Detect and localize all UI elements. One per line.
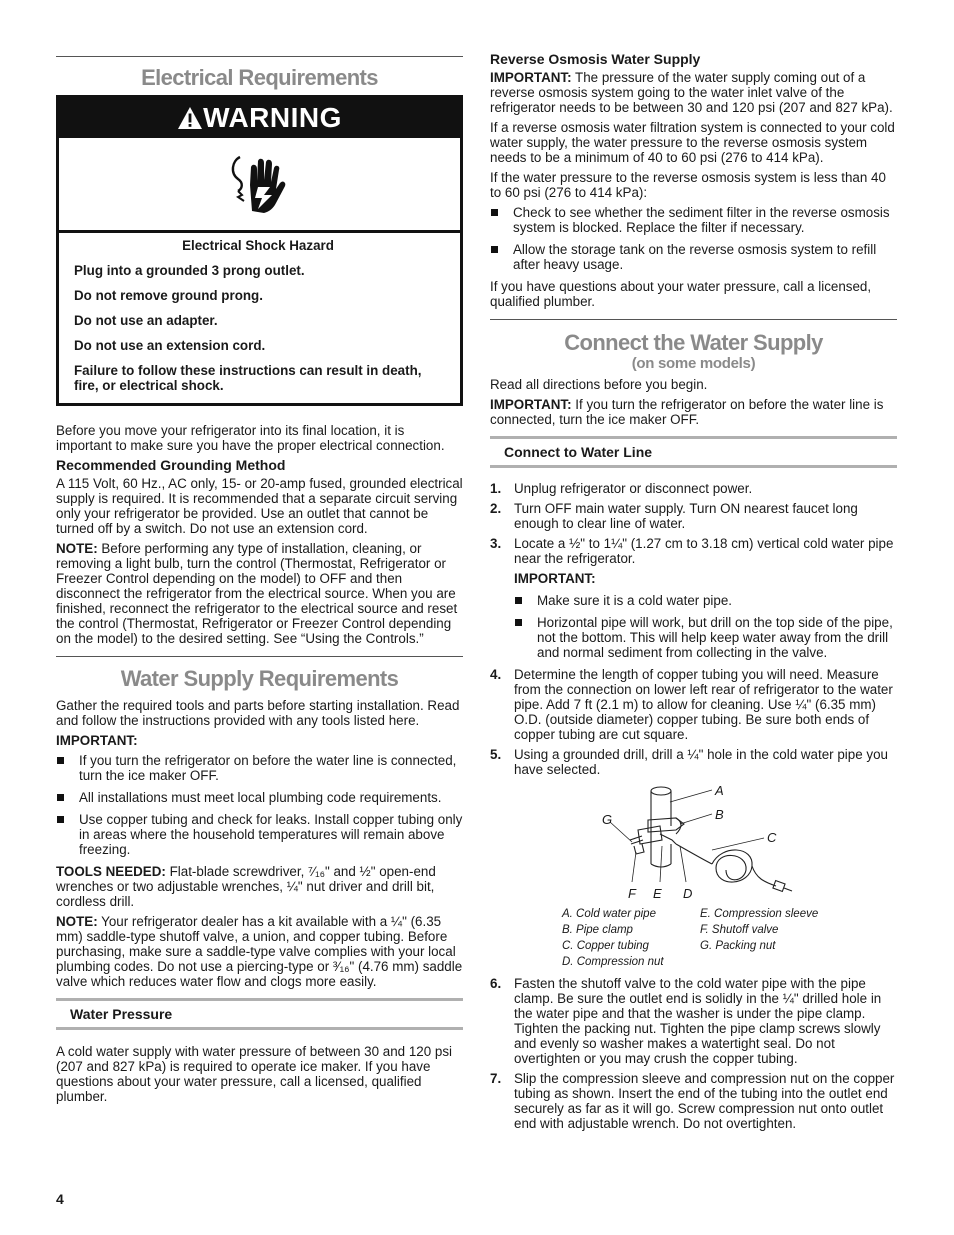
- step-item: [490, 976, 897, 1066]
- list-item: Allow the storage tank on the reverse osmosis system to refill after heavy usage.: [490, 242, 897, 272]
- diagram-legend: [490, 906, 897, 968]
- valve-diagram: [490, 782, 897, 906]
- step-important-label: IMPORTANT:: [514, 571, 596, 586]
- step-item: [490, 1071, 897, 1131]
- section-rule: [56, 56, 463, 57]
- connect-subheading: (on some models): [631, 355, 756, 372]
- step-number: 1.: [490, 481, 502, 496]
- step-text: Fasten the shutoff valve to the cold water pipe with the pipe clamp. Be sure the outlet end is solidly in the ¼" drilled hole in the water pipe and that the washer is under the pipe clamp. Tighten the packing nut. Tighten the pipe clamp screws slowly and evenly so washer makes a watertight seal. Do not overtighten or you may crush the copper tubing.: [514, 976, 882, 1066]
- important-label: IMPORTANT:: [490, 397, 572, 412]
- step-item: [490, 667, 897, 742]
- tools-label: TOOLS NEEDED:: [56, 864, 166, 879]
- note-text: Before performing any type of installation, cleaning, or removing a light bulb, turn the control (Thermostat, Refrigerator or Freezer Control depending on the model) to OFF and then disconnect the refrigerator from the electrical source. When you are finished, reconnect the refrigerator to the electrical source and reset the control (Thermostat, Refrigerator or Freezer Control depending on the model) to the desired setting. See “Using the Controls.”: [56, 541, 458, 646]
- connect-important: [490, 397, 897, 427]
- section-rule: [56, 656, 463, 657]
- warning-title-bar: [59, 98, 460, 138]
- list-item: Horizontal pipe will work, but drill on the top side of the pipe, not the bottom. This will help keep water away from the drill and normal sediment from collecting in the valve.: [514, 615, 897, 660]
- step-item: [490, 481, 897, 496]
- diagram-label-d: D: [683, 886, 693, 901]
- warning-line: Do not remove ground prong.: [74, 288, 263, 303]
- reverse-osmosis-para: If a reverse osmosis water filtration system is connected to your cold water supply, the water pressure to the reverse osmosis system needs to be a minimum of 40 to 60 psi (276 to 414 kPa).: [490, 120, 895, 165]
- water-supply-intro: Gather the required tools and parts before starting installation. Read and follow the instructions provided with any tools listed here.: [56, 698, 460, 728]
- step-number: 3.: [490, 536, 502, 551]
- note-text: Your refrigerator dealer has a kit available with a ¼" (6.35 mm) saddle-type shutoff valve, a union, and copper tubing. Before purchasing, make sure a saddle-type valve complies with your local plumbing codes. Do not use a piercing-type or ³⁄₁₆" (4.76 mm) saddle valve which reduces water flow and clogs more easily.: [56, 914, 463, 989]
- legend-item: F. Shutoff valve: [700, 924, 779, 936]
- water-supply-bullets: [56, 753, 463, 857]
- diagram-label-f: F: [628, 886, 636, 901]
- legend-item: A. Cold water pipe: [562, 908, 656, 920]
- legend-right: [700, 906, 818, 954]
- warning-line: Failure to follow these instructions can result in death, fire, or electrical shock.: [74, 363, 422, 393]
- grounding-text: A 115 Volt, 60 Hz., AC only, 15- or 20-amp fused, grounded electrical supply is required. It is recommended that a separate circuit serving only your refrigerator be provided. Use an outlet that cannot be turned off by a switch. Do not use an extension cord.: [56, 476, 463, 536]
- step-text: Unplug refrigerator or disconnect power.: [514, 481, 753, 496]
- note-label: NOTE:: [56, 541, 98, 556]
- connect-heading: Connect the Water Supply: [564, 330, 823, 355]
- warning-line: Do not use an extension cord.: [74, 338, 266, 353]
- legend-item: E. Compression sleeve: [700, 908, 819, 920]
- step-number: 2.: [490, 501, 502, 516]
- important-label: IMPORTANT:: [56, 733, 138, 748]
- diagram-label-c: C: [767, 830, 777, 845]
- important-text: The pressure of the water supply coming out of a reverse osmosis system going to the water inlet valve of the refrigerator needs to be between 30 and 120 psi (207 and 827 kPa).: [490, 70, 893, 115]
- section-rule: [490, 319, 897, 320]
- warning-text: [59, 233, 460, 403]
- step-number: 6.: [490, 976, 502, 991]
- warning-box: [56, 95, 463, 406]
- step-number: 4.: [490, 667, 502, 682]
- read-all: Read all directions before you begin.: [490, 377, 708, 392]
- warning-line: Do not use an adapter.: [74, 313, 218, 328]
- tools-needed: [56, 864, 463, 909]
- step-number: 5.: [490, 747, 502, 762]
- warning-title: WARNING: [203, 102, 342, 133]
- shock-hazard-icon: [59, 138, 460, 233]
- warning-line: Plug into a grounded 3 prong outlet.: [74, 263, 305, 278]
- legend-item: B. Pipe clamp: [562, 924, 633, 936]
- legend-item: D. Compression nut: [562, 956, 664, 968]
- diagram-label-b: B: [715, 807, 724, 822]
- step-text: Slip the compression sleeve and compression nut on the copper tubing as shown. Insert the end of the tubing into the outlet end securely as far as it will go. Screw compression nut onto outlet end with adjustable wrench. Do not overtighten.: [514, 1071, 895, 1131]
- right-column: [490, 52, 897, 1136]
- note-label: NOTE:: [56, 914, 98, 929]
- water-pressure-text: A cold water supply with water pressure of between 30 and 120 psi (207 and 827 kPa) is required to operate ice maker. If you have questions about your water pressure, call a licensed, qualified plumber.: [56, 1044, 452, 1104]
- electrical-heading: Electrical Requirements: [141, 65, 378, 90]
- step-item: [490, 501, 897, 531]
- step-text: Determine the length of copper tubing you will need. Measure from the connection on lower left rear of refrigerator to the water pipe. Add 7 ft (2.1 m) to allow for cleaning. Use ¼" (6.35 mm) O.D. (outside diameter) copper tubing. Be sure both ends of copper tubing are cut square.: [514, 667, 893, 742]
- diagram-label-e: E: [653, 886, 662, 901]
- tools-text: Flat-blade screwdriver, ⁷⁄₁₆" and ½" open-end wrenches or two adjustable wrenches, ¼" nut driver and drill bit, cordless drill.: [56, 864, 436, 909]
- legend-item: G. Packing nut: [700, 940, 776, 952]
- electrical-intro: Before you move your refrigerator into its final location, it is important to make sure you have the proper electrical connection.: [56, 423, 445, 453]
- step-bullets: [514, 593, 897, 660]
- electrical-note: [56, 541, 463, 646]
- important-text: If you turn the refrigerator on before the water line is connected, turn the ice maker OFF.: [490, 397, 884, 427]
- reverse-osmosis-important: [490, 70, 897, 115]
- grounding-heading: Recommended Grounding Method: [56, 457, 286, 473]
- left-column: [56, 56, 463, 1109]
- connect-steps: [490, 481, 897, 777]
- legend-left: [562, 906, 664, 970]
- legend-item: C. Copper tubing: [562, 940, 649, 952]
- connect-water-line-heading: Connect to Water Line: [490, 436, 897, 468]
- step-text: Locate a ½" to 1¼" (1.27 cm to 3.18 cm) vertical cold water pipe near the refrigerator.: [514, 536, 894, 566]
- connect-steps-continued: [490, 976, 897, 1131]
- diagram-label-g: G: [602, 812, 613, 827]
- water-supply-note: [56, 914, 463, 989]
- water-pressure-heading: Water Pressure: [56, 998, 463, 1030]
- reverse-osmosis-para: If the water pressure to the reverse osmosis system is less than 40 to 60 psi (276 to 414 kPa):: [490, 170, 886, 200]
- reverse-osmosis-closing: If you have questions about your water pressure, call a licensed, qualified plumber.: [490, 279, 872, 309]
- important-label: IMPORTANT:: [490, 70, 572, 85]
- step-item: [490, 747, 897, 777]
- reverse-osmosis-heading: Reverse Osmosis Water Supply: [490, 51, 701, 67]
- reverse-osmosis-bullets: [490, 205, 897, 272]
- page-number: 4: [56, 1191, 64, 1207]
- valve-diagram-illustration: [490, 782, 897, 906]
- diagram-label-a: A: [715, 783, 724, 798]
- list-item: All installations must meet local plumbing code requirements.: [56, 790, 463, 805]
- list-item: Check to see whether the sediment filter in the reverse osmosis system is blocked. Replace the filter if necessary.: [490, 205, 897, 235]
- step-item: [490, 536, 897, 660]
- step-text: Using a grounded drill, drill a ¼" hole in the cold water pipe you have selected.: [514, 747, 888, 777]
- step-text: Turn OFF main water supply. Turn ON nearest faucet long enough to clear line of water.: [514, 501, 858, 531]
- water-supply-heading: Water Supply Requirements: [120, 666, 399, 691]
- list-item: If you turn the refrigerator on before the water line is connected, turn the ice maker OFF.: [56, 753, 463, 783]
- warning-hazard: Electrical Shock Hazard: [182, 238, 334, 253]
- list-item: Use copper tubing and check for leaks. Install copper tubing only in areas where the household temperatures will remain above freezing.: [56, 812, 463, 857]
- step-number: 7.: [490, 1071, 502, 1086]
- warning-triangle-icon: [177, 101, 203, 141]
- list-item: Make sure it is a cold water pipe.: [514, 593, 897, 608]
